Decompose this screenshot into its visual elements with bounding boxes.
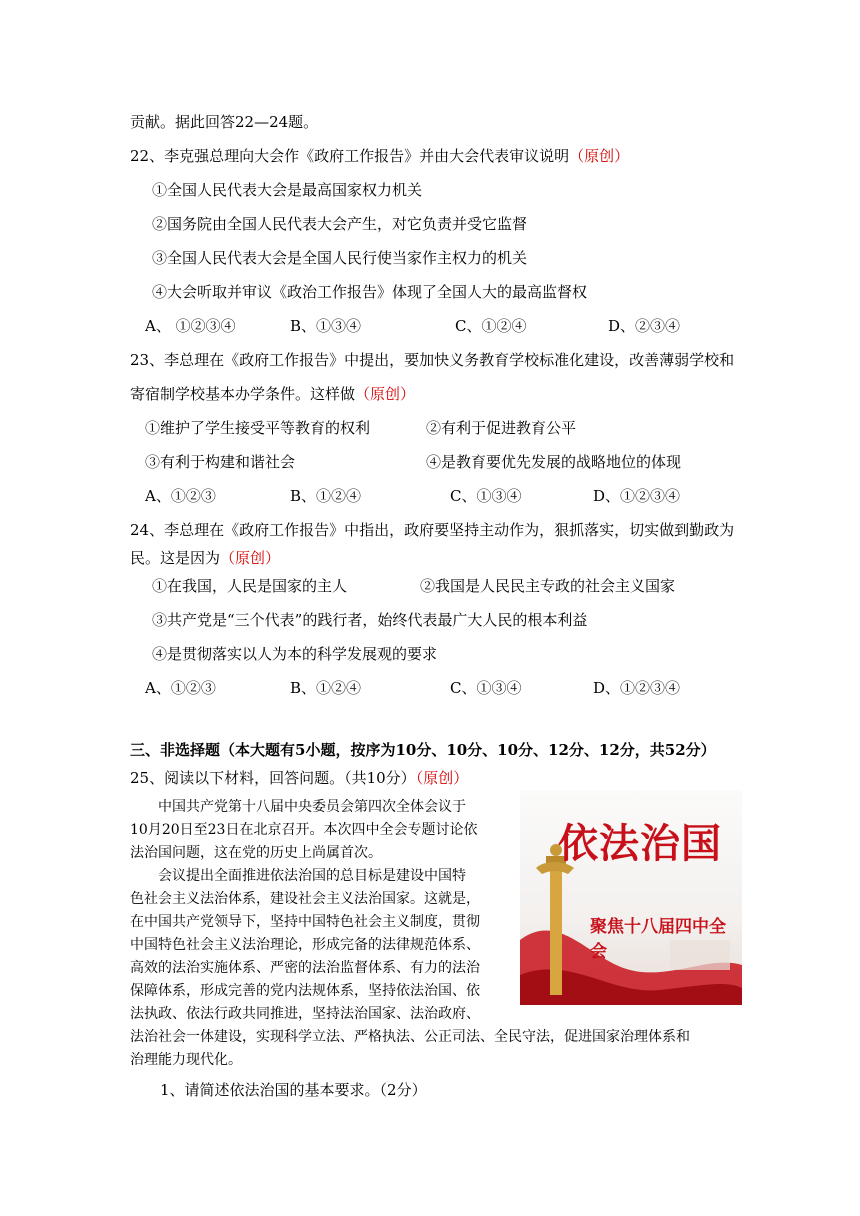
banner-subtitle: 聚焦十八届四中全会 [590,917,726,962]
q24-stem-text: 民。这是因为 [130,549,221,567]
q25-material-paragraph-2 [130,865,510,1026]
q25-para1-line-2: 10月20日至23日在北京召开。本次四中全会专题讨论依 [130,822,478,838]
q22-option-a: A、 ①②③④ [145,317,236,335]
q22-statement-2: ②国务院由全国人民代表大会产生，对它负责并受它监督 [152,215,528,233]
q25-material-paragraph-2-continued [130,1026,750,1072]
q25-para2-line-6: 保障体系，形成完善的党内法规体系，坚持依法治国、依 [130,983,480,999]
q23-statement-3: ③有利于构建和谐社会 [145,453,296,471]
q23-statement-2: ②有利于促进教育公平 [426,419,577,437]
q24-statement-1: ①在我国，人民是国家的主人 [152,577,348,595]
intro-line: 贡献。据此回答22—24题。 [130,113,319,131]
q25-para2-line-4: 中国特色社会主义法治理论，形成完备的法律规范体系、 [130,937,480,953]
q24-option-b: B、①②④ [290,679,362,697]
q23-statement-4: ④是教育要优先发展的战略地位的体现 [426,453,682,471]
q23-stem-line-1: 23、李总理在《政府工作报告》中提出，要加快义务教育学校标准化建设，改善薄弱学校和 [130,351,735,369]
q25-material-paragraph-1 [130,796,510,865]
q22-stem-text: 22、李克强总理向大会作《政府工作报告》并由大会代表审议说明 [130,147,570,165]
q24-statement-4: ④是贯彻落实以人为本的科学发展观的要求 [152,645,438,663]
section-3-heading: 三、非选择题（本大题有5小题，按序为10分、10分、10分、12分、12分，共52分） [130,741,716,759]
q22-statement-4: ④大会听取并审议《政治工作报告》体现了全国人大的最高监督权 [152,283,588,301]
q22-statement-1: ①全国人民代表大会是最高国家权力机关 [152,181,423,199]
q22-option-b: B、①③④ [290,317,362,335]
q23-statement-1: ①维护了学生接受平等教育的权利 [145,419,371,437]
q22-statement-3: ③全国人民代表大会是全国人民行使当家作主权力的机关 [152,249,528,267]
q25-para1-line-1: 中国共产党第十八届中央委员会第四次全体会议于 [158,799,466,815]
q25-para2-line-5: 高效的法治实施体系、严密的法治监督体系、有力的法治 [130,960,480,976]
q23-stem-text: 寄宿制学校基本办学条件。这样做 [130,385,356,403]
q25-para2-line-1: 会议提出全面推进依法治国的总目标是建设中国特 [158,868,466,884]
q25-para2-wide-line-1: 法治社会一体建设，实现科学立法、严格执法、公正司法、全民守法，促进国家治理体系和 [130,1029,690,1045]
q25-para2-line-3: 在中国共产党领导下，坚持中国特色社会主义制度，贯彻 [130,914,480,930]
q23-option-a: A、①②③ [145,487,216,505]
q23-option-b: B、①②④ [290,487,362,505]
q24-original-tag: （原创） [220,549,281,567]
q22-original-tag: （原创） [569,147,630,165]
q22-option-d: D、②③④ [608,317,681,335]
q24-statement-3: ③共产党是“三个代表”的践行者，始终代表最广大人民的根本利益 [152,611,588,629]
q25-subquestion-1: 1、请简述依法治国的基本要求。（2分） [160,1081,427,1099]
q24-stem-line-2 [130,548,280,568]
q22-stem [130,146,629,166]
q25-para2-line-2: 色社会主义法治体系，建设社会主义法治国家。这就是， [130,891,480,907]
q25-para2-line-7: 法执政、依法行政共同推进，坚持法治国家、法治政府、 [130,1006,480,1022]
q23-original-tag: （原创） [355,385,416,403]
q24-stem-line-1: 24、李总理在《政府工作报告》中指出，政府要坚持主动作为，狠抓落实，切实做到勤政为 [130,521,735,539]
q24-option-d: D、①②③④ [593,679,681,697]
banner-title: 依法治国 [558,821,722,867]
q23-option-c: C、①③④ [450,487,522,505]
q25-stem-text: 25、阅读以下材料，回答问题。（共10分） [130,769,416,787]
q25-original-tag: （原创） [415,769,469,787]
q24-option-a: A、①②③ [145,679,216,697]
q25-para2-wide-line-2: 治理能力现代化。 [130,1052,242,1068]
q24-option-c: C、①③④ [450,679,522,697]
q23-stem-line-2 [130,384,415,404]
q23-option-d: D、①②③④ [593,487,681,505]
q25-para1-line-3: 法治国问题，这在党的历史上尚属首次。 [130,845,382,861]
q24-statement-2: ②我国是人民民主专政的社会主义国家 [420,577,676,595]
q25-stem [130,768,468,788]
q22-option-c: C、①②④ [455,317,527,335]
rule-of-law-banner-image [520,790,742,1005]
